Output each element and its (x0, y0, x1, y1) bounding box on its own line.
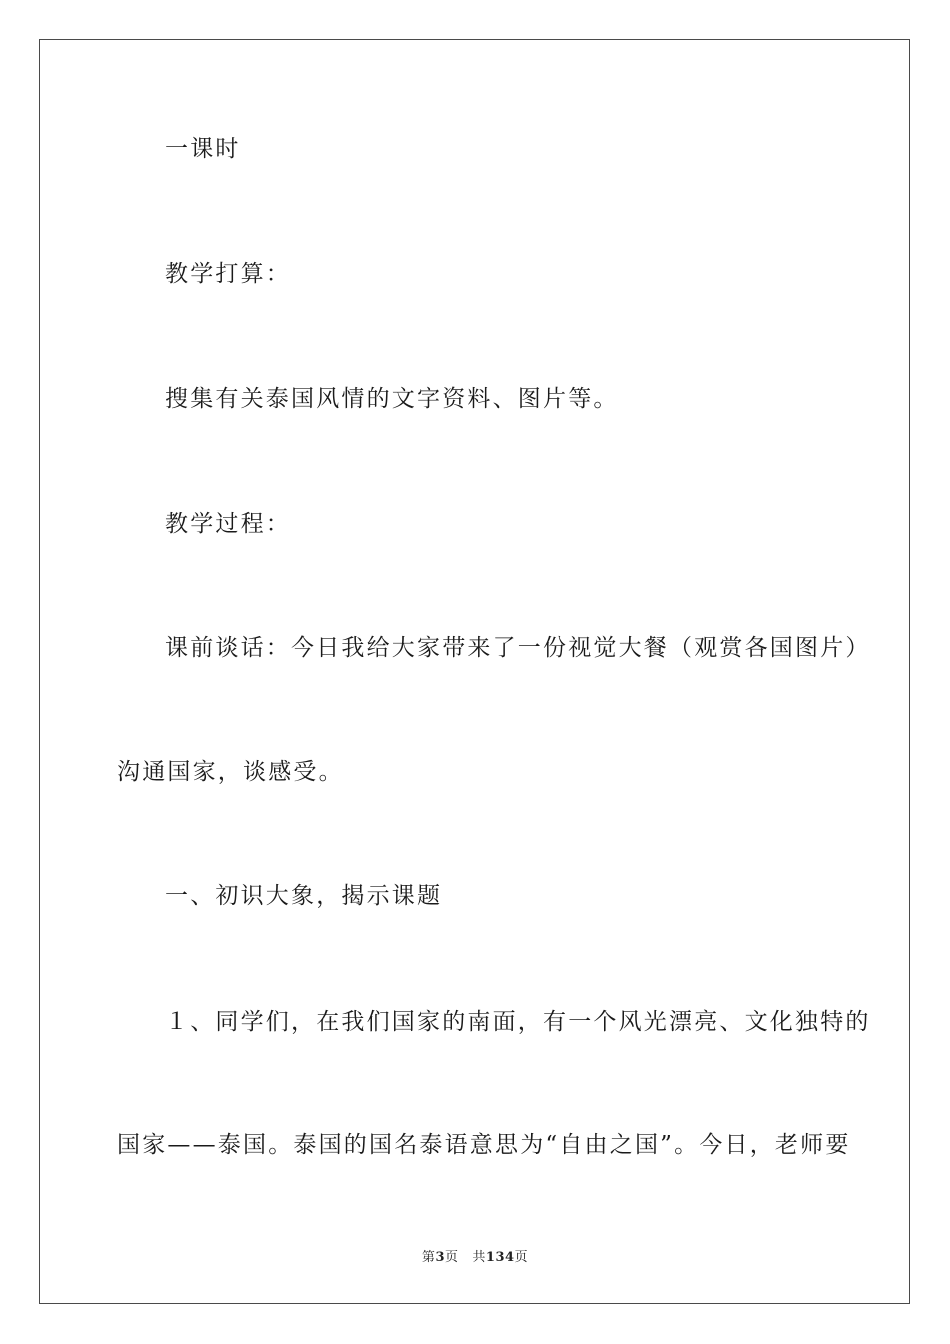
footer-page-suffix: 页 (444, 1250, 459, 1265)
text-line-9: 国家——泰国。泰国的国名泰语意思为“自由之国”。今日，老师要 (117, 1132, 851, 1158)
text-line-1: 一课时 (165, 136, 241, 162)
text-line-3: 搜集有关泰国风情的文字资料、图片等。 (165, 386, 619, 412)
text-line-5: 课前谈话：今日我给大家带来了一份视觉大餐（观赏各国图片） (165, 635, 871, 661)
page-border (39, 39, 910, 1304)
text-line-2: 教学打算： (165, 261, 291, 287)
footer-total-pages: 134 (485, 1250, 515, 1265)
page-footer (0, 1246, 950, 1265)
footer-total-suffix: 页 (514, 1250, 529, 1265)
text-line-6: 沟通国家，谈感受。 (117, 759, 344, 785)
footer-page-prefix: 第 (421, 1250, 436, 1265)
footer-total-prefix: 共 (472, 1250, 486, 1265)
text-line-4: 教学过程： (165, 511, 291, 537)
text-line-8: １、同学们，在我们国家的南面，有一个风光漂亮、文化独特的 (165, 1009, 871, 1035)
text-line-7: 一、初识大象，揭示课题 (165, 883, 443, 909)
footer-page-number: 3 (435, 1250, 445, 1265)
